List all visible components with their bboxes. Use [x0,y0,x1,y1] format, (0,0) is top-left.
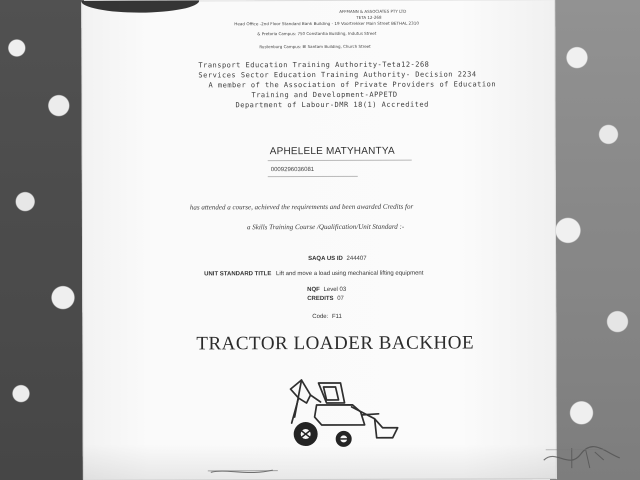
award-statement-line-2: a Skills Training Course /Qualification/Unit Standard :- [246,222,405,232]
teta-number: TETA 12-268 [356,14,382,20]
saqa-us-id [308,256,367,262]
saqa-label: SAQA US ID [308,255,343,263]
certificate-paper [81,0,557,480]
candidate-id-number: 0009296036081 [270,167,315,174]
saqa-value: 244407 [346,255,367,262]
head-office-address: Head Office -2nd Floor Standard Bank Building - 19 Voortrekker Main Street BETHAL 2310 [234,20,420,27]
background-fabric-right [550,0,640,480]
company-name: AFFMANN & ASSOCIATES PTY LTD [339,8,407,14]
unit-standard-title-label: UNIT STANDARD TITLE [204,271,272,278]
accreditation-association: A member of the Association of Private Providers of Education [208,80,497,90]
nqf-level [307,287,346,293]
unit-standard-title-value: Lift and move a load using mechanical lifting equipment [275,270,424,278]
unit-standard-title [204,271,423,278]
code-value: F11 [331,313,342,320]
credits-value: 07 [337,295,344,302]
code-label: Code: [312,313,329,321]
nqf-label: NQF [307,286,320,294]
paper-bottom-shadow [82,444,556,480]
credits [307,296,344,302]
nqf-value: Level 03 [323,286,347,293]
award-statement-line-1: has attended a course, achieved the requirements and been awarded Credits for [189,202,414,212]
candidate-name: APHELELE MATYHANTYA [269,145,395,158]
background-fabric-left [0,0,84,480]
company-logo-icon [81,0,199,12]
credits-label: CREDITS [307,295,334,303]
accreditation-services-seta: Services Sector Education Training Authority- Decision 2234 [198,70,477,80]
course-code [312,314,342,320]
accreditation-labour: Department of Labour-DMR 18(1) Accredited [235,100,429,110]
tractor-loader-backhoe-icon [278,372,402,454]
course-title: TRACTOR LOADER BACKHOE [196,332,475,355]
pretoria-campus-address: & Pretoria Campus: 750 Constantia Building, Indutus Street [257,30,377,37]
rustenburg-campus-address: Rustenburg Campus: Bl Santam Building, Church Street [259,43,371,50]
candidate-name-line [268,160,412,162]
candidate-id-line [268,176,358,177]
accreditation-appetd: Training and Development-APPETD [251,90,398,100]
accreditation-teta: Transport Education Training Authority-Teta12-268 [198,60,430,70]
